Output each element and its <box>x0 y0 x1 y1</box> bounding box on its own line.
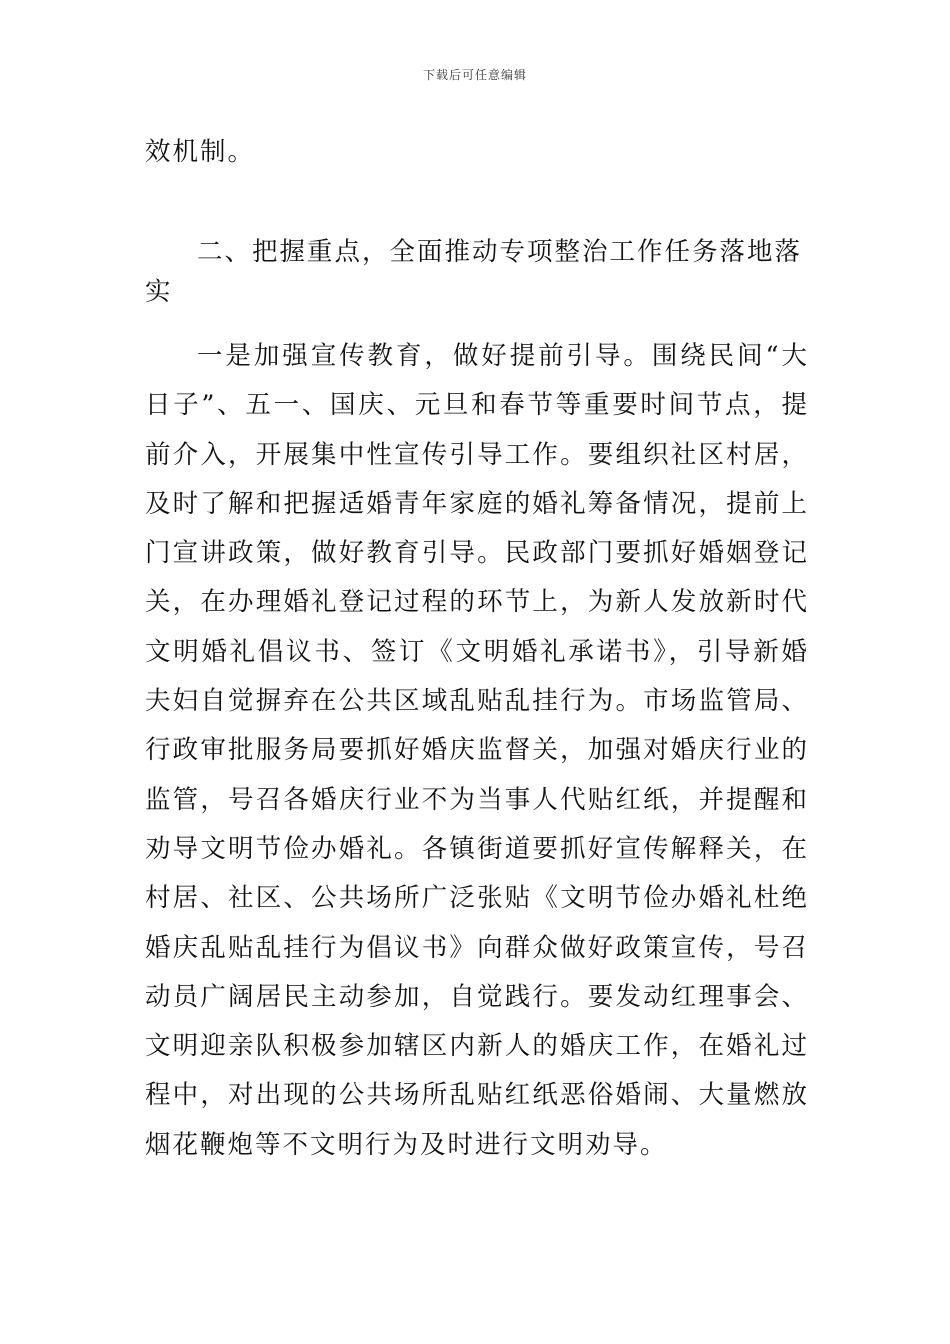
continuation-text: 效机制。 <box>145 137 256 167</box>
body-paragraph: 一是加强宣传教育，做好提前引导。围绕民间“大日子”、五一、国庆、元旦和春节等重要时间节点，提前介入，开展集中性宣传引导工作。要组织社区村居，及时了解和把握适婚青年家庭的婚礼筹备情况，提前上门宣讲政策，做好教育引导。民政部门要抓好婚姻登记关，在办理婚礼登记过程的环节上，为新人发放新时代文明婚礼倡议书、签订《文明婚礼承诺书》，引导新婚夫妇自觉摒弃在公共区域乱贴乱挂行为。市场监管局、行政审批服务局要抓好婚庆监督关，加强对婚庆行业的监管，号召各婚庆行业不为当事人代贴红纸，并提醒和劝导文明节俭办婚礼。各镇街道要抓好宣传解释关，在村居、社区、公共场所广泛张贴《文明节俭办婚礼杜绝婚庆乱贴乱挂行为倡议书》向群众做好政策宣传，号召动员广阔居民主动参加，自觉践行。要发动红理事会、文明迎亲队积极参加辖区内新人的婚庆工作，在婚礼过程中，对出现的公共场所乱贴红纸恶俗婚闹、大量燃放烟花鞭炮等不文明行为及时进行文明劝导。 <box>145 341 809 1160</box>
section-heading: 二、把握重点，全面推动专项整治工作任务落地落实 <box>145 237 803 307</box>
header-note: 下载后可任意编辑 <box>422 68 527 82</box>
